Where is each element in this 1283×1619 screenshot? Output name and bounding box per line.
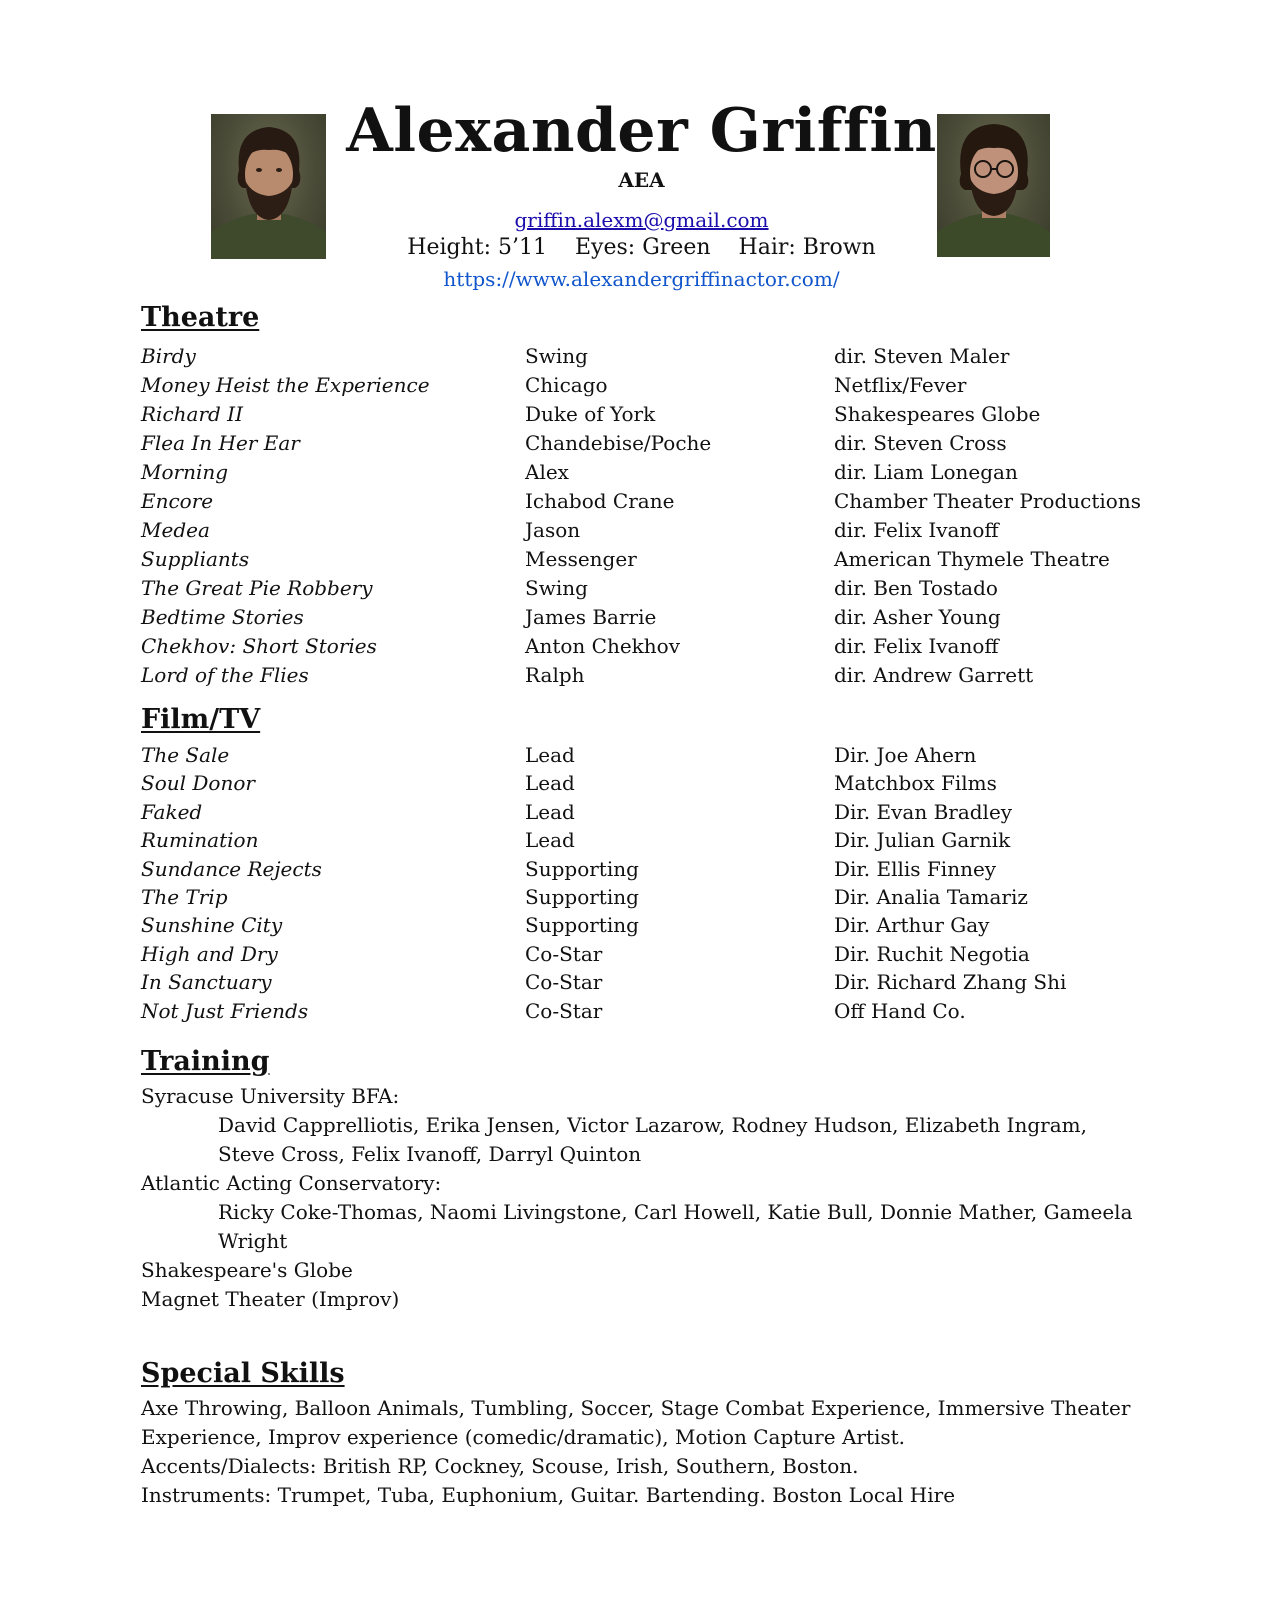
credit-show: Birdy <box>141 344 196 368</box>
training-block <box>141 1082 1141 1314</box>
training-magnet: Magnet Theater (Improv) <box>141 1287 400 1311</box>
credit-director: dir. Felix Ivanoff <box>834 518 999 542</box>
training-syracuse: Syracuse University BFA: <box>141 1084 400 1108</box>
credit-show: In Sanctuary <box>141 970 272 995</box>
credit-show: Suppliants <box>141 547 250 571</box>
film-tv-credits <box>141 741 1141 1025</box>
skills-heading: Special Skills <box>141 1358 345 1389</box>
credit-show: The Trip <box>141 884 228 909</box>
credit-show: The Great Pie Robbery <box>141 576 373 600</box>
credit-row <box>141 855 1141 883</box>
credit-show: Sunshine City <box>141 913 283 938</box>
credit-show: The Sale <box>141 743 230 767</box>
height-stat: Height: 5’11 <box>407 235 547 260</box>
credit-director: Shakespeares Globe <box>834 402 1041 426</box>
credit-role: Supporting <box>525 856 639 881</box>
credit-row <box>141 940 1141 968</box>
credit-row <box>141 603 1141 632</box>
credit-director: Dir. Julian Garnik <box>834 828 1011 853</box>
credit-director: Netflix/Fever <box>834 373 967 397</box>
training-atlantic: Atlantic Acting Conservatory: <box>141 1171 442 1195</box>
credit-director: dir. Felix Ivanoff <box>834 634 999 658</box>
credit-director: dir. Ben Tostado <box>834 576 998 600</box>
website-link[interactable]: https://www.alexandergriffinactor.com/ <box>443 267 840 291</box>
credit-row <box>141 487 1141 516</box>
credit-director: dir. Liam Lonegan <box>834 460 1018 484</box>
credit-row <box>141 371 1141 400</box>
credit-row <box>141 516 1141 545</box>
credit-show: Morning <box>141 460 229 484</box>
credit-show: Flea In Her Ear <box>141 431 300 455</box>
credit-row <box>141 911 1141 939</box>
credit-role: Lead <box>525 828 575 853</box>
credit-role: Messenger <box>525 547 637 571</box>
credit-show: Sundance Rejects <box>141 856 322 881</box>
credit-show: Richard II <box>141 402 243 426</box>
credit-role: Lead <box>525 743 575 767</box>
credit-director: Dir. Richard Zhang Shi <box>834 970 1067 995</box>
skills-instruments: Instruments: Trumpet, Tuba, Euphonium, Guitar. Bartending. Boston Local Hire <box>141 1483 956 1507</box>
credit-row <box>141 997 1141 1025</box>
credit-show: Not Just Friends <box>141 998 309 1023</box>
skills-accents: Accents/Dialects: British RP, Cockney, Scouse, Irish, Southern, Boston. <box>141 1454 859 1478</box>
credit-show: Medea <box>141 518 210 542</box>
credit-row <box>141 883 1141 911</box>
union-affiliation: AEA <box>618 168 665 192</box>
credit-role: Swing <box>525 576 588 600</box>
credit-role: James Barrie <box>525 605 657 629</box>
credit-director: dir. Steven Cross <box>834 431 1007 455</box>
credit-director: dir. Steven Maler <box>834 344 1010 368</box>
credit-show: Money Heist the Experience <box>141 373 430 397</box>
credit-role: Supporting <box>525 884 639 909</box>
training-globe: Shakespeare's Globe <box>141 1258 353 1282</box>
hair-stat: Hair: Brown <box>738 235 876 260</box>
credit-director: dir. Andrew Garrett <box>834 663 1034 687</box>
credit-role: Chandebise/Poche <box>525 431 712 455</box>
credit-director: Matchbox Films <box>834 771 997 796</box>
credit-row <box>141 458 1141 487</box>
physical-stats <box>0 234 1283 262</box>
credit-director: American Thymele Theatre <box>834 547 1110 571</box>
credit-role: Co-Star <box>525 970 603 995</box>
credit-row <box>141 661 1141 690</box>
credit-director: dir. Asher Young <box>834 605 1001 629</box>
credit-director: Dir. Ellis Finney <box>834 856 997 881</box>
theatre-heading: Theatre <box>141 302 260 333</box>
credit-row <box>141 400 1141 429</box>
training-atlantic-teachers: Ricky Coke-Thomas, Naomi Livingstone, Carl Howell, Katie Bull, Donnie Mather, Gameela Wright <box>218 1200 1133 1253</box>
credit-show: Bedtime Stories <box>141 605 304 629</box>
credit-director: Dir. Analia Tamariz <box>834 884 1028 909</box>
credit-role: Ichabod Crane <box>525 489 675 513</box>
credit-row <box>141 545 1141 574</box>
credit-role: Ralph <box>525 663 585 687</box>
credit-role: Chicago <box>525 373 608 397</box>
credit-row <box>141 826 1141 854</box>
credit-role: Jason <box>525 518 581 542</box>
credit-show: Chekhov: Short Stories <box>141 634 377 658</box>
credit-row <box>141 769 1141 797</box>
credit-director: Dir. Arthur Gay <box>834 913 990 938</box>
credit-show: High and Dry <box>141 941 278 966</box>
credit-show: Rumination <box>141 828 259 853</box>
credit-role: Supporting <box>525 913 639 938</box>
training-heading: Training <box>141 1046 270 1077</box>
credit-show: Encore <box>141 489 214 513</box>
film-tv-heading: Film/TV <box>141 704 261 735</box>
credit-role: Anton Chekhov <box>525 634 680 658</box>
credit-role: Swing <box>525 344 588 368</box>
credit-row <box>141 741 1141 769</box>
credit-row <box>141 968 1141 996</box>
credit-director: Dir. Joe Ahern <box>834 743 977 767</box>
credit-row <box>141 429 1141 458</box>
credit-row <box>141 342 1141 371</box>
training-syracuse-teachers: David Capprelliotis, Erika Jensen, Victor Lazarow, Rodney Hudson, Elizabeth Ingram, Steve Cross, Felix Ivanoff, Darryl Quinton <box>218 1113 1087 1166</box>
credit-role: Co-Star <box>525 941 603 966</box>
credit-director: Dir. Ruchit Negotia <box>834 941 1030 966</box>
contact-email <box>0 208 1283 232</box>
credit-show: Faked <box>141 799 203 824</box>
theatre-credits <box>141 342 1141 690</box>
credit-show: Lord of the Flies <box>141 663 309 687</box>
credit-role: Alex <box>525 460 569 484</box>
credit-role: Lead <box>525 771 575 796</box>
credit-row <box>141 632 1141 661</box>
credit-role: Co-Star <box>525 998 603 1023</box>
credit-director: Dir. Evan Bradley <box>834 799 1013 824</box>
actor-name: Alexander Griffin <box>346 96 937 166</box>
email-link[interactable]: griffin.alexm@gmail.com <box>514 208 769 232</box>
credit-role: Duke of York <box>525 402 656 426</box>
skills-general: Axe Throwing, Balloon Animals, Tumbling, Soccer, Stage Combat Experience, Immersive Theater Experience, Improv experience (comedic/dramatic), Motion Capture Artist. <box>141 1396 1131 1449</box>
credit-show: Soul Donor <box>141 771 255 796</box>
credit-role: Lead <box>525 799 575 824</box>
credit-director: Off Hand Co. <box>834 998 966 1023</box>
credit-director: Chamber Theater Productions <box>834 489 1141 513</box>
eyes-stat: Eyes: Green <box>575 235 711 260</box>
credit-row <box>141 798 1141 826</box>
credit-row <box>141 574 1141 603</box>
skills-block <box>141 1394 1141 1510</box>
